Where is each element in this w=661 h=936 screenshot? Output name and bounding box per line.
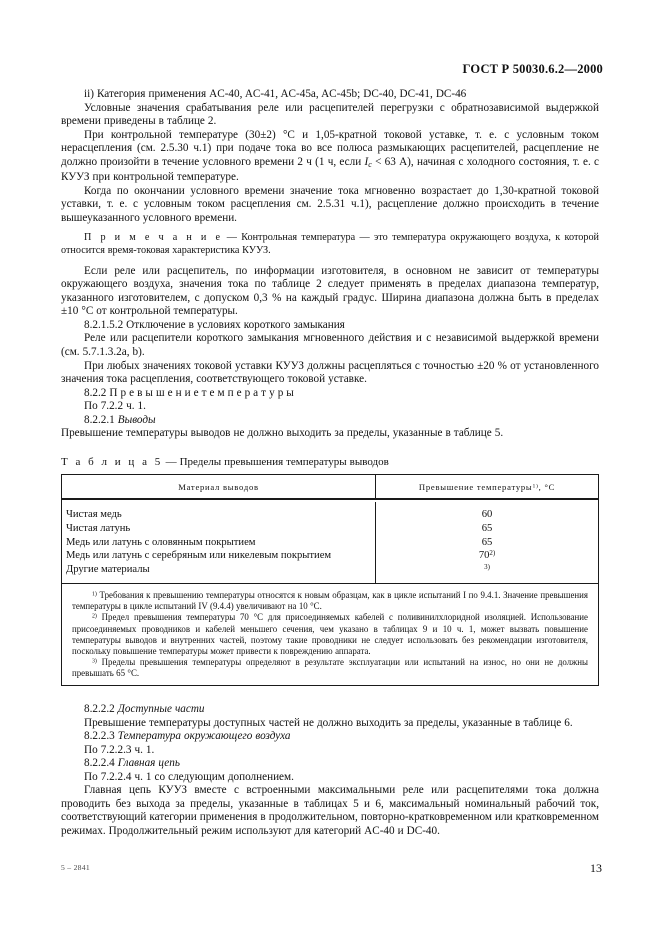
current-symbol: I xyxy=(364,155,369,168)
page-content xyxy=(61,88,599,839)
table5-value-footnote-marker: 2) xyxy=(489,549,496,558)
note-block xyxy=(61,232,599,257)
heading-8-2-2 xyxy=(61,387,599,401)
table5-cell-value xyxy=(376,522,598,536)
footnote-text: Требования к превышению температуры относятся к новым образцам, как в цикле испытаний I по 9.4.1. Значение превышения температуры в цикле испытаний IV (9.4.4) увеличивают на 10 °C. xyxy=(72,590,588,612)
table-row xyxy=(62,549,598,563)
table5-cell-value xyxy=(376,563,598,584)
table5-grid xyxy=(62,475,598,499)
ref-temp-text-2: < 63 А), начиная с холодного состояния, т. е. с КУУЗ при контрольной температуре. xyxy=(61,155,599,184)
heading-8-2-2-4-number: 8.2.2.4 xyxy=(84,757,118,770)
heading-8-2-1-5-2: 8.2.1.5.2 Отключение в условиях короткого замыкания xyxy=(84,318,345,331)
table5-header-temp-unit: , °C xyxy=(538,482,556,493)
paragraph-ref-7-2-2: По 7.2.2 ч. 1. xyxy=(84,400,146,413)
footnote-marker: 1) xyxy=(92,591,97,598)
running-head: ГОСТ Р 50030.6.2—2000 xyxy=(462,62,603,76)
table5-value-text: 65 xyxy=(481,522,493,534)
paragraph-ref-7-2-2-4: По 7.2.2.4 ч. 1 со следующим дополнением. xyxy=(84,770,294,783)
table5-cell-material: Чистая латунь xyxy=(62,522,376,536)
table5-caption-dash: — xyxy=(162,455,180,468)
heading-8-2-2-3 xyxy=(61,730,599,744)
table5-value-footnote-marker: 3) xyxy=(484,562,490,571)
footnote-marker: 3) xyxy=(92,658,97,665)
paragraph-main-circuit: Главная цепь КУУЗ вместе с встроенными максимальными реле или расцепителями тока должна проводить без выхода за пределы, указанные в таблицах 5 и 6, максимальный номинальный рабочий ток, соответствующий категории применения в продолжительном, повторно-кратковременном или кратковременном режимах. Продолжительный режим используют для категорий AC-40 и DC-40. xyxy=(61,784,599,837)
heading-8-2-2-2-title: Доступные части xyxy=(117,703,205,716)
paragraph-category: ii) Категория применения AC-40, AC-41, AC-45a, AC-45b; DC-40, DC-41, DC-46 xyxy=(84,88,467,100)
footnote-marker: 2) xyxy=(92,614,97,621)
heading-8-2-2-1-number: 8.2.2.1 xyxy=(84,413,118,426)
heading-8-2-2-2 xyxy=(61,703,599,717)
table5-footnote xyxy=(72,657,588,679)
table5-value-text: 65 xyxy=(481,536,493,548)
paragraph-reference-temperature xyxy=(61,129,599,185)
note-text: — Контрольная температура — это температура окружающего воздуха, к которой относится время-токовая характеристика КУУЗ. xyxy=(61,232,599,257)
footer-signature-mark: 5 – 2841 xyxy=(61,863,90,872)
table5-header-temp-rise-text: Превышение температуры xyxy=(418,482,533,493)
paragraph-terminals-limit: Превышение температуры выводов не должно выходить за пределы, указанные в таблице 5. xyxy=(61,427,504,440)
table5-header-footnote-marker: 1) xyxy=(532,483,539,490)
table5-header-material: Материал выводов xyxy=(62,475,376,499)
table5-cell-material: Медь или латунь с серебряным или никелевым покрытием xyxy=(62,549,376,563)
ref-temp-text-1: При контрольной температуре (30±2) °C и 1,05-кратной токовой уставке, т. е. с условным током нерасцепления (см. 2.5.30 ч.1) при подаче тока во все полюса размыкающих расцепителей, расцепление не должно произойти в течение условного времени 2 ч (1 ч, если xyxy=(61,128,599,168)
paragraph-temperature-independent: Если реле или расцепитель, по информации изготовителя, в основном не зависит от температуры окружающего воздуха, значения тока по таблице 2 следует применять в пределах диапазона температур, указанного изготовителем, с допуском 0,3 % на каждый градус. Ширина диапазона должна быть в пределах ±10 °C от контрольной температуры. xyxy=(61,264,599,318)
paragraph-tripping-accuracy: При любых значениях токовой уставки КУУЗ должны расцепляться с точностью ±20 % от установленного значения тока расцепления, соответствующего токовой уставке. xyxy=(61,359,599,386)
table5 xyxy=(61,474,599,686)
heading-8-2-2-1 xyxy=(61,414,599,428)
paragraph-conditional-values: Условные значения срабатывания реле или расцепителей перегрузки с обратнозависимой выдержкой времени приведены в таблице 2. xyxy=(61,101,599,128)
table5-header-temp-rise xyxy=(376,475,598,499)
heading-8-2-2-4-title: Главная цепь xyxy=(117,757,180,770)
footnote-text: Предел превышения температуры 70 °C для присоединяемых кабелей с поливинилхлоридной изоляцией. Использование присоединяемых проводников и кабелей меньшего сечения, чем указано в таблицах 9 и 10 ч. 1, может вызвать повышение температуры выводов и внутренних частей, поэтому такие проводники не следует использовать без рекомендации изготовителя, поскольку повышение температуры может привести к повреждению аппарата. xyxy=(72,612,588,656)
table5-cell-value xyxy=(376,502,598,522)
heading-8-2-2-1-title: Выводы xyxy=(117,413,156,426)
heading-8-2-2-2-number: 8.2.2.2 xyxy=(84,703,118,716)
footer-page-number: 13 xyxy=(590,861,602,875)
table5-cell-material: Другие материалы xyxy=(62,563,376,584)
table5-value-text: 60 xyxy=(481,509,493,521)
table5-caption xyxy=(61,456,599,470)
table5-cell-material: Медь или латунь с оловянным покрытием xyxy=(62,536,376,550)
table5-cell-value xyxy=(376,549,598,563)
heading-8-2-2-title: П р е в ы ш е н и е т е м п е р а т у р ы xyxy=(109,386,294,399)
table5-body xyxy=(62,502,598,583)
table5-caption-label: Т а б л и ц а 5 xyxy=(61,455,163,468)
heading-8-2-2-number: 8.2.2 xyxy=(84,386,110,399)
table5-header-row xyxy=(62,475,598,499)
table5-body-grid xyxy=(62,502,598,583)
paragraph-accessible-parts: Превышение температуры доступных частей не должно выходить за пределы, указанные в таблице 6. xyxy=(84,716,573,729)
table5-caption-title: Пределы превышения температуры выводов xyxy=(179,455,389,468)
table5-value-text: 70 xyxy=(478,550,490,562)
table-row xyxy=(62,536,598,550)
heading-8-2-2-3-number: 8.2.2.3 xyxy=(84,730,118,743)
heading-8-2-2-4 xyxy=(61,757,599,771)
table5-footnote xyxy=(72,590,588,612)
table5-footnotes xyxy=(62,583,598,685)
heading-8-2-2-3-title: Температура окружающего воздуха xyxy=(117,730,291,743)
table5-head xyxy=(62,475,598,499)
table-row xyxy=(62,522,598,536)
footnote-text: Пределы превышения температуры определяют в результате эксплуатации или испытаний на износ, но они не должны превышать 65 °C. xyxy=(72,656,588,678)
current-subscript: c xyxy=(368,159,372,169)
paragraph-short-circuit-relays: Реле или расцепители короткого замыкания мгновенного действия и с независимой выдержкой времени (см. 5.7.1.3.2a, b). xyxy=(61,332,599,358)
table5-cell-material: Чистая медь xyxy=(62,502,376,522)
table-row xyxy=(62,502,598,522)
paragraph-ref-7-2-2-3: По 7.2.2.3 ч. 1. xyxy=(84,743,155,756)
note-label: П р и м е ч а н и е xyxy=(84,232,223,244)
paragraph-after-conventional-time: Когда по окончании условного времени значение тока мгновенно возрастает до 1,30-кратной токовой уставки, т. е. с условным током расцепления см. 2.5.31 ч.1), расцепление должно происходить в течение вышеуказанного условного времени. xyxy=(61,184,599,224)
table5-cell-value xyxy=(376,536,598,550)
table-row xyxy=(62,563,598,584)
table5-footnote xyxy=(72,612,588,656)
